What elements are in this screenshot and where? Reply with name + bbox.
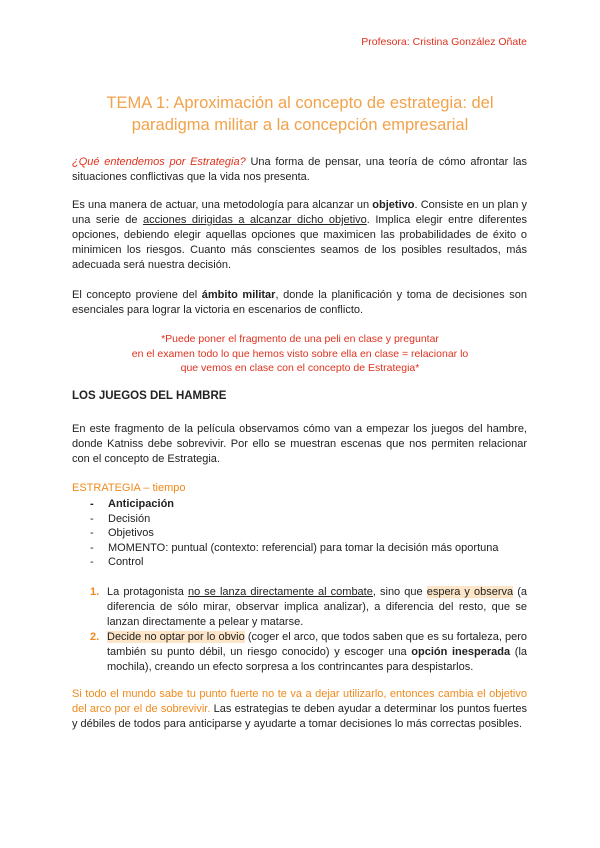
paragraph-definition	[72, 155, 527, 185]
p3-text-a: El concepto proviene del	[72, 289, 202, 301]
i1-highlight: espera y observa	[426, 586, 514, 598]
i1-text-a: La protagonista	[107, 586, 188, 598]
paragraph-hunger-games: En este fragmento de la película observamos cómo van a empezar los juegos del hambre, donde Katniss debe sobrevivir. Por ello se muestran escenas que nos permiten relacionar con el concepto de Estrategia.	[72, 423, 527, 465]
list-item: - Anticipación	[90, 497, 498, 512]
p2-text-a: Es una manera de actuar, una metodología para alcanzar un	[72, 199, 373, 211]
title-line-1: TEMA 1: Aproximación al concepto de estrategia: del	[106, 94, 494, 112]
i2-highlight: Decide no optar por lo obvio	[107, 631, 245, 643]
teacher-header: Profesora: Cristina González Oñate	[361, 36, 527, 48]
numbered-list	[90, 585, 527, 675]
title-line-2: paradigma militar a la concepción empresarial	[131, 116, 469, 134]
conclusion-text: Las estrategias te deben ayudar a determinar los puntos fuertes y débiles de todos para anticiparse y ayudarte a tomar decisiones lo más correctas posibles.	[72, 703, 527, 730]
note-line-3: que vemos en clase con el concepto de Estrategia*	[180, 362, 420, 374]
i1-text-e: (a diferencia de sólo mirar, observar implica analizar), a diferencia del resto, que se lanzan directamente a pelear y matarse.	[107, 586, 528, 628]
list-item: - MOMENTO: puntual (contexto: referencial) para tomar la decisión más oportuna	[90, 541, 498, 556]
question-text: ¿Qué entendemos por Estrategia?	[72, 156, 246, 168]
opcion-inesperada-bold: opción inesperada	[411, 646, 511, 658]
i2-text-b: (coger el arco, que todos saben que es su fortaleza, pero también su punto débil, un riesgo conocido) y escoger una	[107, 631, 527, 658]
conclusion-orange: Si todo el mundo sabe tu punto fuerte no te va a dejar utilizarlo, entonces cambia el objetivo del arco por el de sobrevivir.	[72, 688, 527, 715]
paragraph-military	[72, 288, 527, 318]
acciones-underlined: acciones dirigidas a alcanzar dicho objetivo	[142, 214, 367, 226]
list-item: - Decisión	[90, 512, 498, 527]
paragraph-methodology	[72, 198, 527, 273]
ambito-militar-bold: ámbito militar	[201, 289, 276, 301]
number-label: 2.	[90, 631, 100, 643]
note-line-1: *Puede poner el fragmento de una peli en clase y preguntar	[161, 333, 439, 345]
objetivo-bold: objetivo	[372, 199, 415, 211]
i1-underlined: no se lanza directamente al combate	[187, 586, 373, 598]
teacher-note	[0, 332, 600, 376]
number-label: 1.	[90, 586, 100, 598]
definition-text: Una forma de pensar, una teoría de cómo afrontar las situaciones conflictivas que la vida nos presenta.	[72, 156, 528, 183]
i2-text-d: (la mochila), creando un efecto sorpresa a los contrincantes para despistarlos.	[107, 646, 527, 673]
strategy-list	[90, 497, 498, 570]
page-title	[0, 92, 600, 136]
paragraph-conclusion	[72, 687, 527, 732]
list-item: - Control	[90, 555, 498, 570]
p2-text-e: . Implica elegir entre diferentes opciones, debiendo elegir aquellas opciones que maximicen las probabilidades de éxito o minimicen los riesgos. Cuanto más conscientes seamos de los posibles resultados, más adecuada será nuestra decisión.	[72, 214, 527, 271]
strategy-heading: ESTRATEGIA – tiempo	[72, 482, 186, 494]
note-line-2: en el examen todo lo que hemos visto sobre ella en clase = relacionar lo	[131, 347, 469, 360]
list-item: - Objetivos	[90, 526, 498, 541]
p3-text-c: , donde la planificación y toma de decisiones son esenciales para lograr la victoria en escenarios de conflicto.	[72, 289, 527, 316]
numbered-item-2	[90, 630, 527, 675]
p2-text-c: . Consiste en un plan y una serie de	[72, 199, 528, 226]
numbered-item-1	[90, 585, 527, 630]
section-heading: LOS JUEGOS DEL HAMBRE	[72, 390, 227, 402]
i1-text-c: , sino que	[372, 586, 427, 598]
